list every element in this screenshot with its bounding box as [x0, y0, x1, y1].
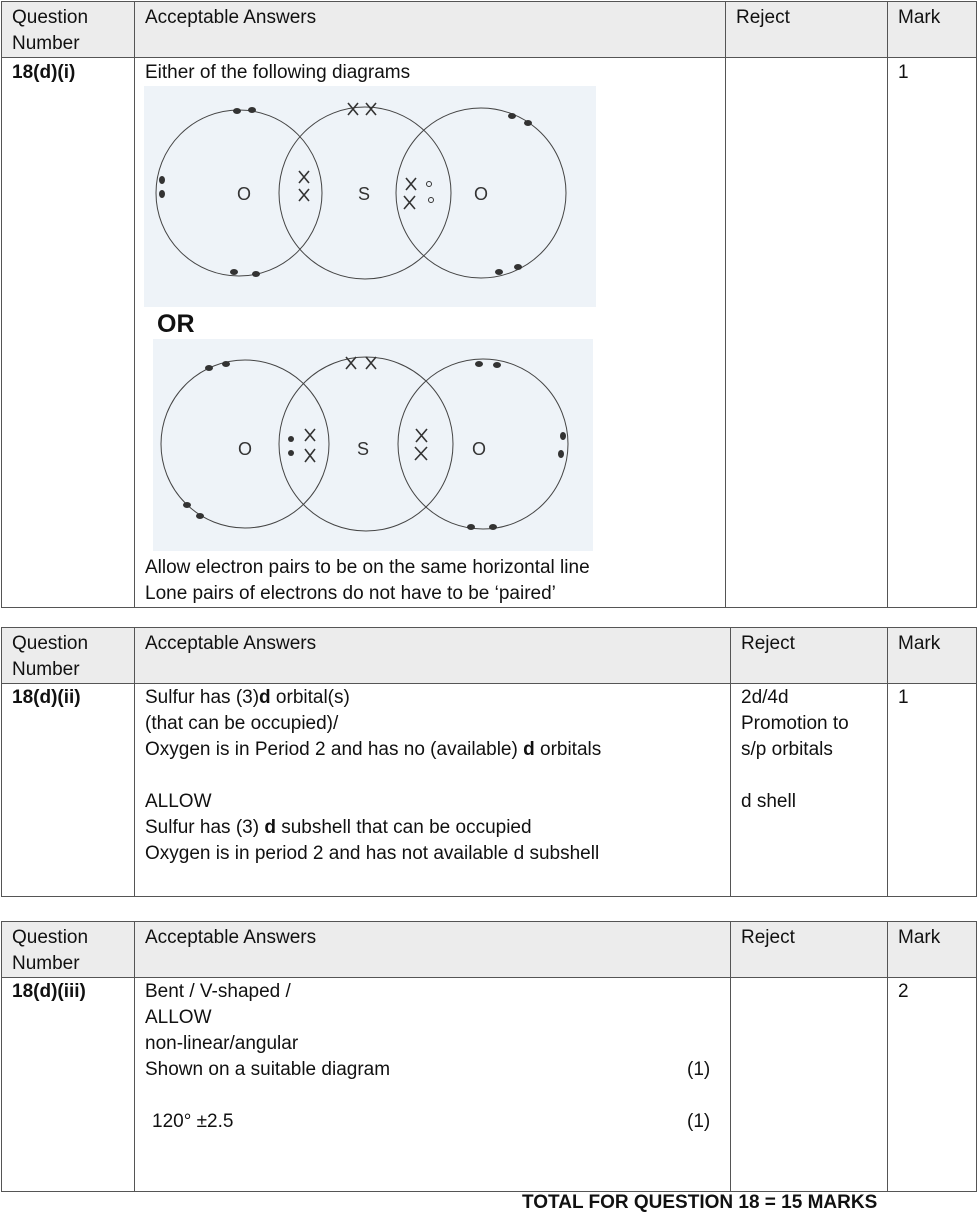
dot-cross-diagram-2: [153, 339, 593, 551]
answer-line-2: (that can be occupied)/: [145, 713, 339, 734]
atom-label-left: O: [236, 184, 252, 204]
allow-line-1: Sulfur has (3) d subshell that can be occupied: [145, 817, 532, 838]
answer-line-1: Sulfur has (3)d orbital(s): [145, 687, 350, 708]
acceptable-answers-cell: [135, 58, 726, 608]
question-number: 18(d)(iii): [2, 978, 135, 1192]
answer-line-3: Oxygen is in Period 2 and has no (available) d orbitals: [145, 739, 602, 760]
table-header-row: [2, 922, 977, 978]
mark-cell: 1: [888, 684, 977, 897]
header-acceptable-answers: Acceptable Answers: [135, 2, 726, 58]
header-reject: Reject: [726, 2, 888, 58]
answer-intro: Either of the following diagrams: [145, 62, 411, 83]
reject-cell: [731, 978, 888, 1192]
answer-line-2: ALLOW: [145, 1007, 212, 1028]
reject-cell: [726, 58, 888, 608]
table-row: [2, 684, 977, 897]
question-table-18d-i: [1, 1, 977, 608]
answer-note-1: Allow electron pairs to be on the same horizontal line: [145, 557, 590, 578]
allow-label: ALLOW: [145, 791, 212, 812]
answer-line-1: Bent / V-shaped /: [145, 981, 291, 1002]
total-marks: TOTAL FOR QUESTION 18 = 15 MARKS: [522, 1192, 878, 1213]
header-question-number: Question Number: [2, 628, 135, 684]
answer-line-4: Shown on a suitable diagram (1): [145, 1057, 720, 1083]
question-number: 18(d)(i): [2, 58, 135, 608]
answer-note-2: Lone pairs of electrons do not have to be ‘paired’: [145, 583, 556, 604]
header-mark: Mark: [888, 628, 977, 684]
table-header-row: [2, 2, 977, 58]
header-reject: Reject: [731, 628, 888, 684]
header-question-number: Question Number: [2, 2, 135, 58]
question-table-18d-ii: [1, 627, 977, 897]
atom-label-left: O: [237, 439, 253, 459]
atom-label-right: O: [471, 439, 487, 459]
part-mark: (1): [687, 1059, 711, 1080]
question-table-18d-iii: [1, 921, 977, 1192]
dot-cross-diagram-1: [144, 86, 596, 307]
acceptable-answers-cell: [135, 684, 731, 897]
table-header-row: [2, 628, 977, 684]
header-acceptable-answers: Acceptable Answers: [135, 628, 731, 684]
question-number: 18(d)(ii): [2, 684, 135, 897]
header-question-number: Question Number: [2, 922, 135, 978]
or-label: OR: [157, 310, 195, 338]
mark-cell: 2: [888, 978, 977, 1192]
part-mark: (1): [687, 1111, 711, 1132]
header-reject: Reject: [731, 922, 888, 978]
table-row: [2, 978, 977, 1192]
atom-label-centre: S: [357, 184, 371, 204]
answer-line-3: non-linear/angular: [145, 1033, 299, 1054]
acceptable-answers-cell: [135, 978, 731, 1192]
atom-label-centre: S: [356, 439, 370, 459]
atom-label-right: O: [473, 184, 489, 204]
table-row: [2, 58, 977, 608]
allow-line-2: Oxygen is in period 2 and has not available d subshell: [145, 843, 600, 864]
header-mark: Mark: [888, 2, 977, 58]
header-acceptable-answers: Acceptable Answers: [135, 922, 731, 978]
header-mark: Mark: [888, 922, 977, 978]
reject-cell: 2d/4d Promotion to s/p orbitals d shell: [731, 684, 888, 897]
mark-cell: 1: [888, 58, 977, 608]
answer-line-5: 120° ±2.5 (1): [145, 1109, 720, 1135]
